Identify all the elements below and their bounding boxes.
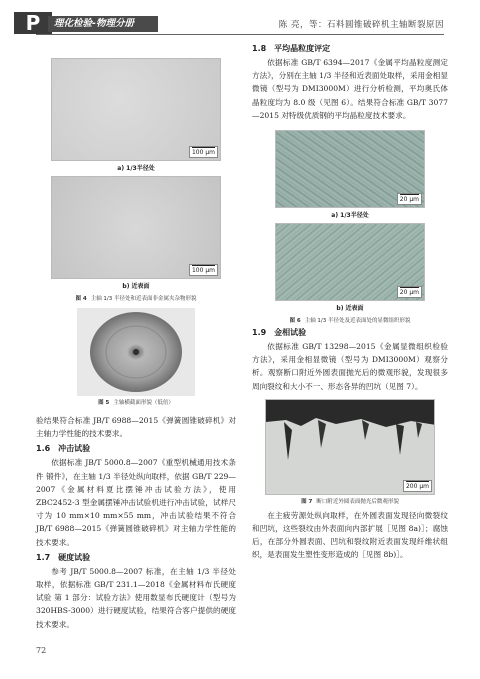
paragraph-hardness-test: 参考 JB/T 5000.8—2007 标准，在主轴 1/3 半径处取样，依据标准 GB/T 231.1—2018《金属材料布氏硬度试验 第 1 部分：试验方法》使用数显布氏硬度计（型号为 320HBS-3000）进行硬度试验，结果符合客户提供的硬度技术要求。: [36, 566, 236, 629]
header-rule: [36, 34, 444, 35]
logo-text: 理化检验-物理分册: [48, 16, 158, 32]
fig6-caption-number: 图 6: [289, 318, 301, 325]
fig4a-image: [51, 58, 221, 161]
running-head: 陈 亮，等：石料圆锥破碎机主轴断裂原因: [278, 20, 444, 30]
section-1-8-heading: 1.8 平均晶粒度评定: [252, 44, 331, 53]
fig6b-label: b) 近表面: [336, 305, 364, 313]
fig6-caption: [252, 316, 448, 324]
fig4b-image: [51, 176, 221, 279]
page-number: 72: [36, 646, 47, 655]
fig5-caption-number: 图 5: [98, 400, 110, 406]
fig4a-label: a) 1/3半径处: [117, 165, 155, 172]
fig5-caption: [36, 398, 236, 406]
fig7-caption-text: 断口附近外圆表面抛光后微观形貌: [316, 498, 399, 505]
fig6a-image: [275, 130, 425, 208]
fig4-caption: [36, 294, 236, 302]
fig6a-label: a) 1/3半径处: [331, 212, 369, 220]
paragraph-grain-size: 依据标准 GB/T 6394—2017《金属平均晶粒度测定方法》，分别在主轴 1/3 半径和近表面处取样，采用金相显微镜（型号为 DMI3000M）进行分析检测，平均奥氏体晶粒度均为 8.0 级（见图 6）。结果符合标准 GB/T 3077—2015 对特级优质钢的平均晶粒度技术要求。: [252, 58, 448, 120]
fig7-caption-number: 图 7: [301, 498, 313, 505]
right-column: [252, 40, 448, 562]
fig5-image: [77, 308, 195, 396]
fig7-image: [265, 399, 435, 495]
logo-letter: P: [14, 12, 52, 34]
fig7-caption: [252, 497, 448, 505]
fig4b-label: b) 近表面: [122, 283, 150, 290]
fig4-caption-text: 主轴 1/3 半径处和近表面非金属夹杂物形貌: [90, 296, 197, 302]
fig6-caption-text: 主轴 1/3 半径处及近表面处的显微组织形貌: [304, 318, 411, 325]
fig7-scalebar: 200 μm: [403, 480, 432, 492]
fig4b-scalebar: 100 μm: [189, 264, 218, 276]
paragraph-impact-test: 依据标准 JB/T 5000.8—2007《重型机械通用技术条件 锻件》，在主轴 1/3 半径处纵向取样，依据 GB/T 229—2007《金属材料夏比摆锤冲击试验方法》，使用 ZBC2452-3 型金属摆锤冲击试验机进行冲击试验，试样尺寸为 10 mm×10 mm×55 mm，冲击试验结果不符合 JB/T 6988—2015《弹簧圆锥破碎机》对主轴力学性能的技术要求。: [36, 458, 236, 547]
section-1-6-heading: 1.6 冲击试验: [36, 444, 91, 454]
shaft-cross-section-photo: [77, 308, 195, 396]
fig6b-scalebar: 20 μm: [397, 286, 422, 298]
fig5-caption-text: 主轴横截面形貌（低倍）: [113, 400, 174, 406]
paragraph-metallographic: 依据标准 GB/T 13298—2015《金属显微组织检验方法》，采用金相显微镜（型号为 DMI3000M）观察分析。观察断口附近外圆表面抛光后的微观形貌，发现很多周向裂纹和大小不一、形态各异的凹坑（见图 7）。: [252, 342, 448, 391]
fig6a-scalebar: 20 μm: [397, 193, 422, 205]
section-1-9-heading: 1.9 金相试验: [252, 328, 307, 338]
paragraph-mechanical-conclusion: 验结果符合标准 JB/T 6988—2015《弹簧圆锥破碎机》对主轴力学性能的技术要求。: [36, 416, 236, 439]
left-column: [36, 40, 236, 631]
fig4a-scalebar: 100 μm: [189, 146, 218, 158]
section-1-7-heading: 1.7 硬度试验: [36, 552, 91, 562]
paragraph-fatigue-source: 在主疲劳源处纵向取样，在外圆表面发现径向微裂纹和凹坑，这些裂纹由外表面向内部扩展［见图 8a)］；腐蚀后，在部分外圆表面、凹坑和裂纹附近表面发现纤维状组织，是表面发生塑性变形造成的［见图 8b)］。: [252, 510, 448, 560]
fig6b-image: [275, 223, 425, 301]
fig4-caption-number: 图 4: [75, 296, 87, 302]
journal-logo: [0, 12, 158, 34]
